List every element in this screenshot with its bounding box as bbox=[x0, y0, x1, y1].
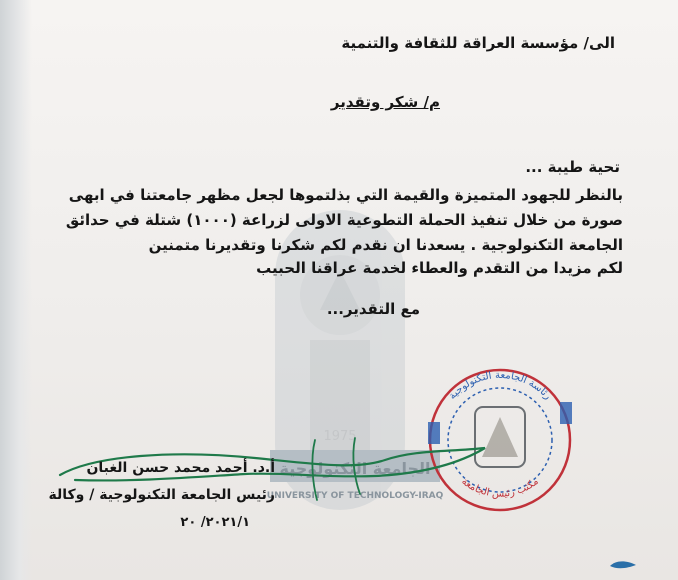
page-edge-shadow bbox=[0, 0, 32, 580]
subject-line: م/ شكر وتقدير bbox=[330, 93, 440, 111]
recipient-line: الى/ مؤسسة العراقة للثقافة والتنمية bbox=[341, 34, 615, 52]
watermark-year: 1975 bbox=[323, 429, 357, 444]
svg-text:رئاسة الجامعة التكنولوجية bbox=[447, 370, 553, 402]
corner-mark bbox=[608, 556, 638, 572]
letter-date: ٢٠٢١/١/ ٢٠ bbox=[180, 515, 250, 530]
stamp-bottom-text: مكتب رئيس الجامعة bbox=[459, 476, 541, 500]
stamp-top-text: رئاسة الجامعة التكنولوجية bbox=[446, 369, 554, 402]
greeting: تحية طيبة ... bbox=[525, 158, 620, 176]
body-line: بالنظر للجهود المتميزة والقيمة التي بذلتموها لجعل مظهر جامعتنا في ابهى bbox=[68, 186, 623, 204]
body-line: صورة من خلال تنفيذ الحملة التطوعية الاولى لزراعة (١٠٠٠) شتلة في حدائق bbox=[65, 211, 623, 229]
closing-line: مع التقدير... bbox=[326, 300, 420, 318]
body-line: لكم مزيدا من التقدم والعطاء لخدمة عراقنا الحبيب bbox=[256, 259, 623, 277]
signatory-name: أ.د. أحمد محمد حسن الغبان bbox=[86, 460, 275, 476]
watermark-english: UNIVERSITY OF TECHNOLOGY-IRAQ bbox=[266, 491, 444, 501]
watermark-arabic: الجامعة التكنولوجية bbox=[279, 459, 431, 478]
signatory-title: رئيس الجامعة التكنولوجية / وكالة bbox=[48, 487, 275, 503]
body-line: الجامعة التكنولوجية . يسعدنا ان نقدم لكم شكرنا وتقديرنا متمنين bbox=[148, 236, 623, 254]
